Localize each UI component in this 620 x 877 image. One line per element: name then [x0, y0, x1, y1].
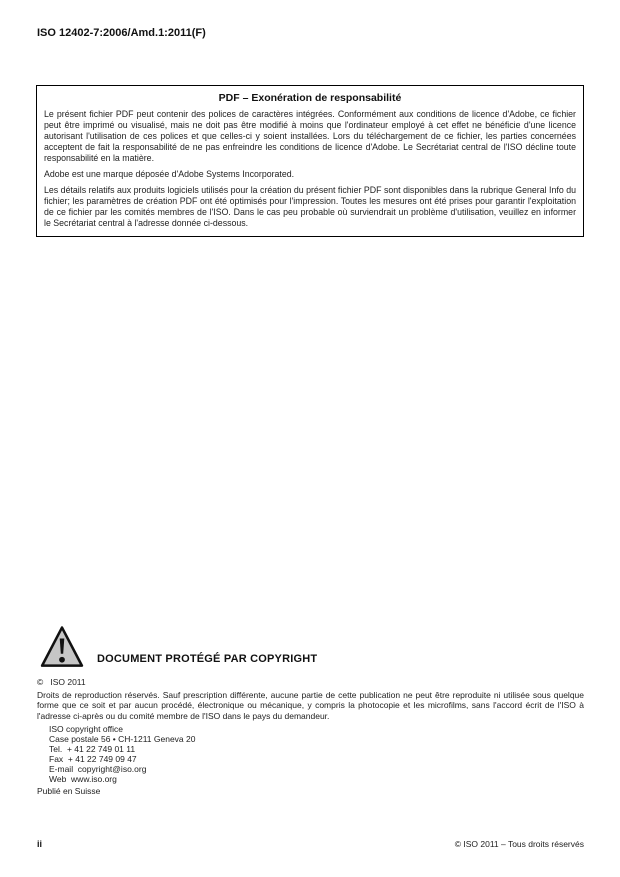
page-footer: [37, 839, 584, 849]
copyright-protected-heading: DOCUMENT PROTÉGÉ PAR COPYRIGHT: [97, 653, 318, 665]
pdf-disclaimer-box: [36, 85, 584, 237]
footer-copyright-line: © ISO 2011 – Tous droits réservés: [454, 839, 584, 849]
copyright-notice: © ISO 2011: [37, 677, 86, 687]
disclaimer-paragraph-2: Adobe est une marque déposée d'Adobe Systems Incorporated.: [44, 169, 295, 179]
published-in-switzerland: Publié en Suisse: [37, 786, 101, 796]
disclaimer-box-title: PDF – Exonération de responsabilité: [218, 92, 402, 104]
iso-copyright-office-address: [49, 724, 195, 784]
address-line-email: E-mail copyright@iso.org: [49, 764, 147, 774]
reproduction-rights-text: Droits de reproduction réservés. Sauf prescription différente, aucune partie de cette publication ne peut être reproduite ni utilisée sous quelque forme que ce soit et par aucun procédé, électronique ou mécanique, y compris la photocopie et les microfilms, sans l'accord écrit de l'ISO à l'adresse ci-après ou du comité membre de l'ISO dans le pays du demandeur.: [37, 690, 584, 721]
address-line-office: ISO copyright office: [49, 724, 124, 734]
document-reference-header: ISO 12402-7:2006/Amd.1:2011(F): [37, 27, 206, 39]
footer-page-number: ii: [37, 839, 43, 849]
address-line-postal: Case postale 56 • CH-1211 Geneva 20: [49, 734, 196, 744]
warning-triangle-icon: [40, 624, 84, 670]
disclaimer-paragraph-1: Le présent fichier PDF peut contenir des polices de caractères intégrées. Conformément aux conditions de licence d'Adobe, ce fichier peut être imprimé ou visualisé, mais ne doit pas être modifié à moins que l'ordinateur employé à cet effet ne bénéficie d'une licence autorisant l'utilisation de ces polices et que celles-ci y soient installées. Lors du téléchargement de ce fichier, les parties concernées acceptent de fait la responsabilité de ne pas enfreindre les conditions de licence d'Adobe. Le Secrétariat central de l'ISO décline toute responsabilité en la matière.: [44, 109, 576, 163]
address-line-tel: Tel. + 41 22 749 01 11: [49, 744, 136, 754]
address-line-web: Web www.iso.org: [49, 774, 117, 784]
disclaimer-paragraph-3: Les détails relatifs aux produits logiciels utilisés pour la création du présent fichier PDF sont disponibles dans la rubrique General Info du fichier; les paramètres de création PDF ont été optimisés pour l'impression. Toutes les mesures ont été prises pour garantir l'exploitation de ce fichier par les comités membres de l'ISO. Dans le cas peu probable où surviendrait un problème d'utilisation, veuillez en informer le Secrétariat central à l'adresse donnée ci-dessous.: [44, 185, 576, 228]
address-line-fax: Fax + 41 22 749 09 47: [49, 754, 137, 764]
copyright-banner: [40, 624, 560, 672]
